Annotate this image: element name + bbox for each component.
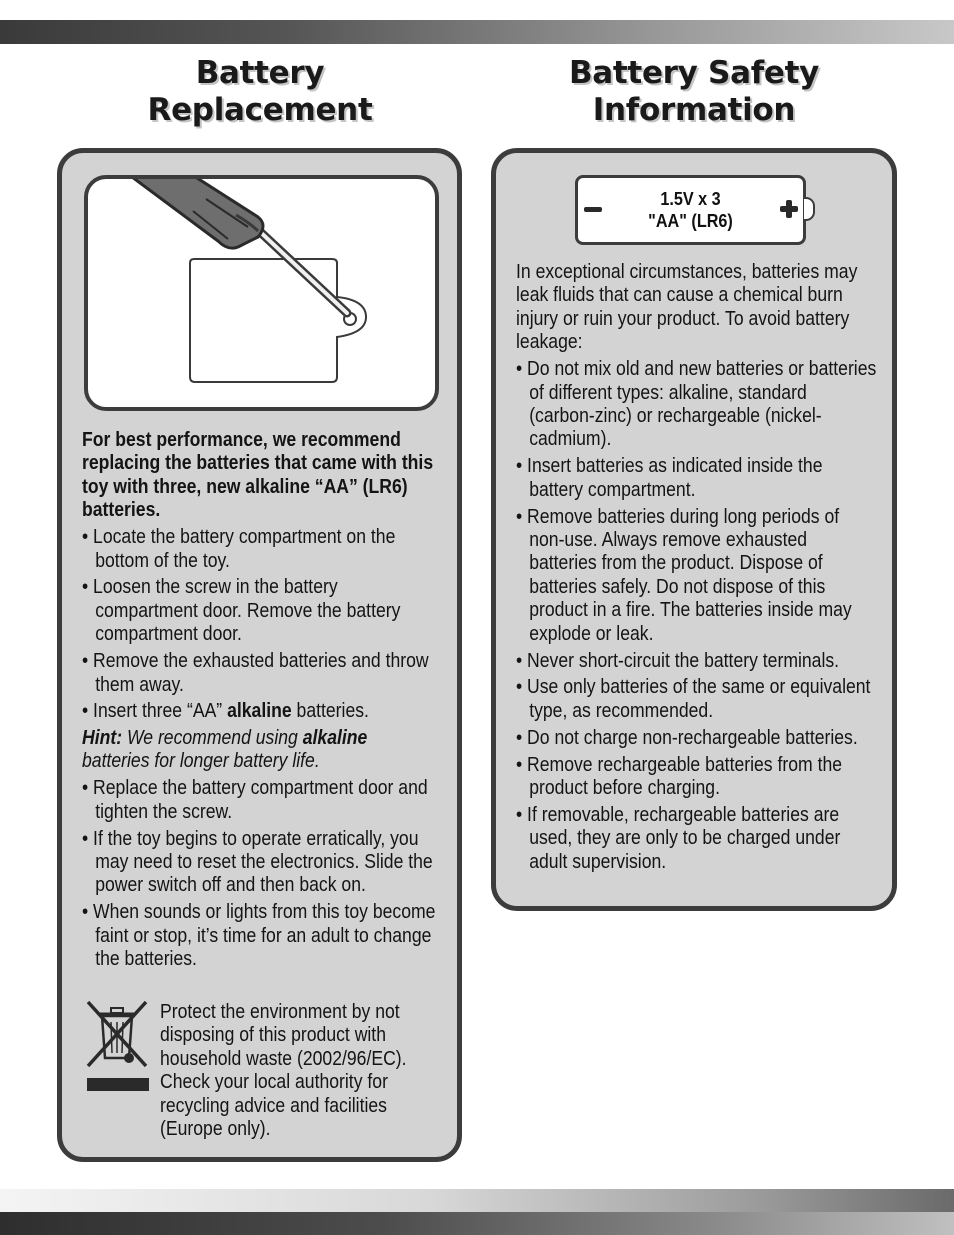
battery-label [589,188,792,232]
insert-prefix: • Insert three “AA” [82,700,228,723]
battery-safety-heading [494,55,894,129]
hint-label: Hint: [82,726,123,749]
hint-bold: alkaline [302,726,368,749]
hint-body: batteries for longer battery life. [82,750,320,773]
plus-terminal-icon [786,200,792,218]
intro-text: For best performance, we recommend replacing the batteries that came with this toy with three, new alkaline “AA” (LR6) batteries. [82,429,434,522]
battery-replacement-panel [57,148,462,1162]
safety-item: • Remove batteries during long periods of non-use. Always remove exhausted batteries from the product. Dispose of batteries safely. Do not dispose of this product in a fire. The batteries inside may explode or leak. [516,505,852,645]
battery-icon [575,175,806,245]
step-item: • Replace the battery compartment door and tighten the screw. [82,777,428,823]
step-item: • When sounds or lights from this toy become faint or stop, it’s time for an adult to change the batteries. [82,901,436,971]
battery-safety-panel [491,148,897,911]
insert-bold: alkaline [227,700,292,723]
screwdriver-icon [88,179,435,407]
intro-text: In exceptional circumstances, batteries may leak fluids that can cause a chemical burn injury or ruin your product. To avoid battery leakage: [516,261,858,354]
hint-text [82,727,437,774]
battery-replacement-heading [60,55,460,129]
environment-text: Protect the environment by not disposing of this product with household waste (2002/96/EC). Check your local authority for recycling advice and facilities (Europe only). [160,1001,407,1141]
battery-label-line: 1.5V x 3 [660,189,721,209]
safety-item: • Do not mix old and new batteries or batteries of different types: alkaline, standard (carbon-zinc) or rechargeable (nickel-cadmium). [516,358,877,451]
battery-nub [804,197,815,221]
battery-door-illustration [84,175,439,411]
safety-item: • If removable, rechargeable batteries are used, they are only to be charged under adult supervision. [516,803,841,873]
insert-suffix: batteries. [291,700,369,723]
replacement-instructions [82,429,437,971]
heading-line: Battery Safety [568,55,820,91]
heading-line: Replacement [147,92,373,128]
heading-line: Information [592,92,796,128]
step-item: • If the toy begins to operate erratically, you may need to reset the electronics. Slide the power switch off and then back on. [82,827,433,897]
hint-body: We recommend using [122,726,303,749]
safety-item: • Insert batteries as indicated inside the battery compartment. [516,455,823,501]
safety-item: • Remove rechargeable batteries from the product before charging. [516,753,843,800]
safety-item: • Never short-circuit the battery terminals. [516,649,840,672]
bottom-gradient-band-light [0,1189,954,1212]
bottom-gradient-band-dark [0,1212,954,1235]
top-gradient-band [0,20,954,44]
safety-item: • Use only batteries of the same or equivalent type, as recommended. [516,676,871,722]
step-item: • Remove the exhausted batteries and throw them away. [82,650,429,696]
weee-crossed-bin-icon [84,998,150,1098]
step-item-insert [82,700,437,723]
safety-instructions [516,261,877,874]
step-item: • Locate the battery compartment on the bottom of the toy. [82,526,396,572]
battery-label-line: "AA" (LR6) [648,211,733,231]
heading-line: Battery [195,55,325,91]
step-item: • Loosen the screw in the battery compartment door. Remove the battery compartment door. [82,576,401,646]
safety-item: • Do not charge non-rechargeable batteries. [516,726,858,749]
